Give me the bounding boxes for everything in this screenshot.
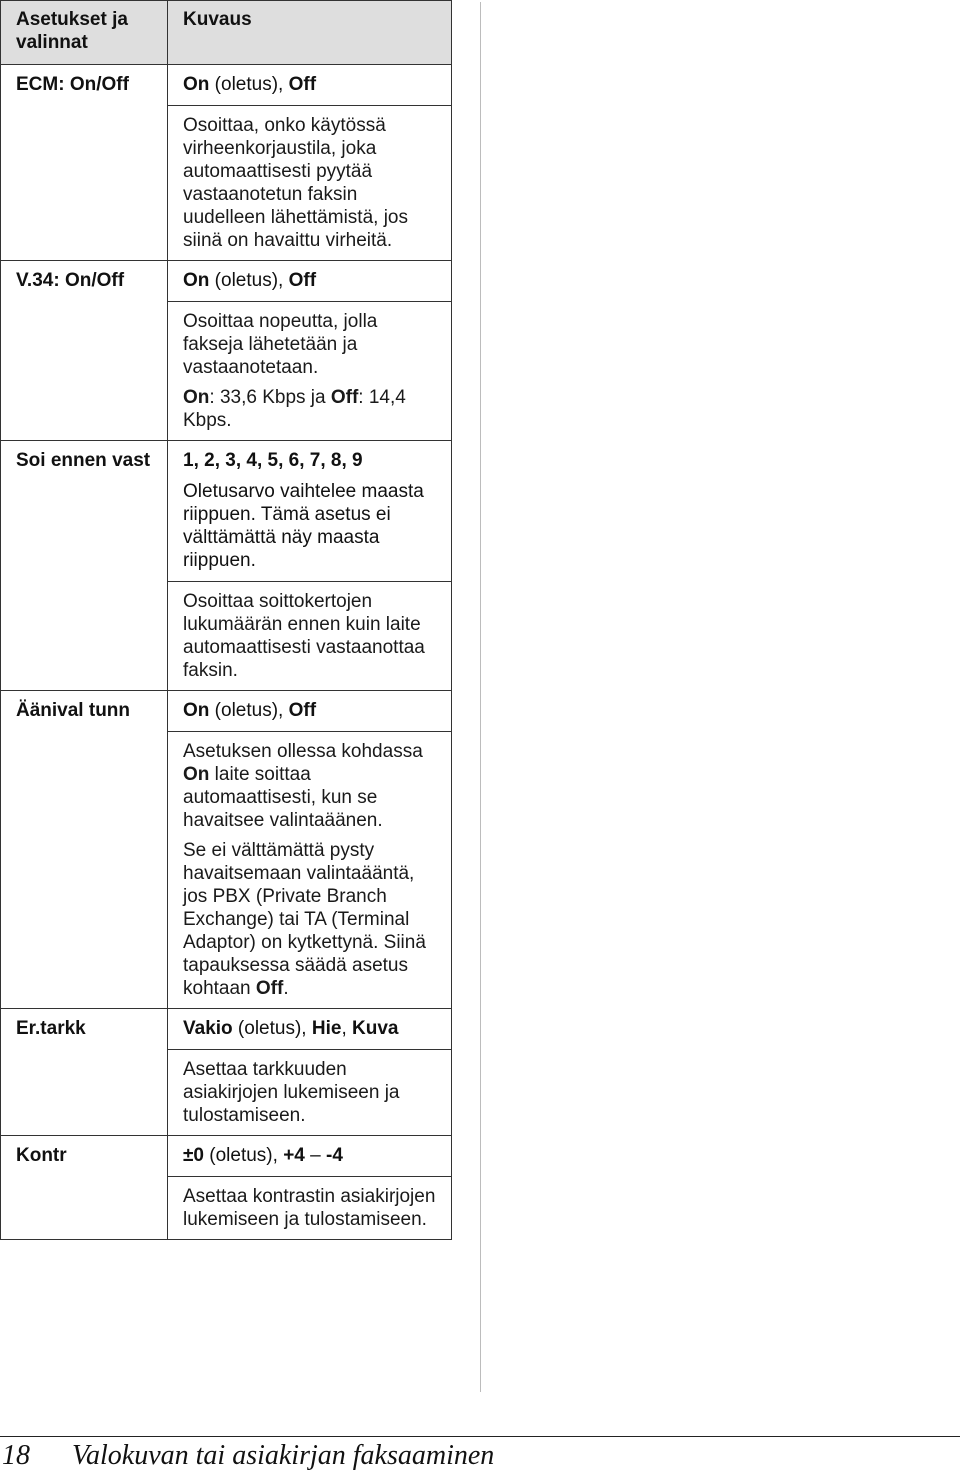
value-option: Off [288, 74, 317, 95]
setting-name: V.34: On/Off [1, 261, 168, 441]
page-number: 18 [2, 1440, 30, 1471]
setting-description [168, 732, 452, 1009]
value-separator: (oletus), [232, 1018, 312, 1039]
setting-name: Äänival tunn [1, 691, 168, 1009]
value-separator: (oletus), [209, 270, 289, 291]
setting-values [168, 261, 452, 302]
value-option: Hie [311, 1018, 342, 1039]
value-option: 1, 2, 3, 4, 5, 6, 7, 8, 9 [183, 450, 363, 471]
setting-values [168, 441, 452, 582]
header-description: Kuvaus [168, 1, 452, 65]
value-option: On [183, 74, 210, 95]
description-paragraph: Osoittaa soittokertojen lukumäärän ennen kuin laite automaattisesti vastaanottaa faksin. [183, 591, 425, 681]
setting-description [168, 106, 452, 261]
table-row [1, 441, 452, 582]
description-paragraph: Asettaa kontrastin asiakirjojen lukemiseen ja tulostamiseen. [183, 1186, 436, 1230]
setting-description [168, 582, 452, 691]
value-option: On [183, 270, 210, 291]
header-settings: Asetukset ja valinnat [1, 1, 168, 65]
value-option: +4 [283, 1145, 305, 1166]
table-row [1, 1136, 452, 1177]
setting-values [168, 1136, 452, 1177]
setting-description [168, 1050, 452, 1136]
setting-description [168, 302, 452, 441]
value-separator: – [304, 1145, 326, 1166]
description-paragraph: Asetuksen ollessa kohdassa On laite soittaa automaattisesti, kun se havaitsee valintaäänen. [183, 741, 423, 831]
setting-values [168, 1009, 452, 1050]
value-option: On [183, 700, 210, 721]
value-option: -4 [326, 1145, 343, 1166]
table-row [1, 261, 452, 302]
description-paragraph: Asettaa tarkkuuden asiakirjojen lukemiseen ja tulostamiseen. [183, 1059, 400, 1126]
setting-values [168, 65, 452, 106]
settings-table [0, 0, 452, 1240]
table-row [1, 1009, 452, 1050]
setting-name: ECM: On/Off [1, 65, 168, 261]
table-header-row [1, 1, 452, 65]
description-paragraph: Osoittaa, onko käytössä virheenkorjaustila, joka automaattisesti pyytää vastaanotetun faksin uudelleen lähettämistä, jos siinä on havaittu virheitä. [183, 115, 408, 251]
value-separator: , [341, 1018, 352, 1039]
description-paragraph: Osoittaa nopeutta, jolla fakseja lähetetään ja vastaanotetaan. [183, 311, 378, 378]
values-note: Oletusarvo vaihtelee maasta riippuen. Tämä asetus ei välttämättä näy maasta riippuen. [183, 481, 424, 571]
table-row [1, 691, 452, 732]
setting-description [168, 1177, 452, 1240]
value-option: Off [288, 270, 317, 291]
footer-divider [0, 1436, 960, 1437]
column-divider [480, 2, 481, 1392]
setting-values [168, 691, 452, 732]
description-paragraph: On: 33,6 Kbps ja Off: 14,4 Kbps. [183, 387, 406, 431]
setting-name: Kontr [1, 1136, 168, 1240]
table-row [1, 65, 452, 106]
description-paragraph: Se ei välttämättä pysty havaitsemaan valintaääntä, jos PBX (Private Branch Exchange) tai TA (Terminal Adaptor) on kytkettynä. Siinä tapauksessa säädä asetus kohtaan Off. [183, 840, 426, 999]
value-option: Off [288, 700, 317, 721]
value-separator: (oletus), [204, 1145, 284, 1166]
footer-title: Valokuvan tai asiakirjan faksaaminen [72, 1440, 495, 1471]
value-option: Kuva [352, 1018, 399, 1039]
value-separator: (oletus), [209, 700, 289, 721]
value-option: Vakio [183, 1018, 233, 1039]
setting-name: Soi ennen vast [1, 441, 168, 691]
value-option: ±0 [183, 1145, 204, 1166]
value-separator: (oletus), [209, 74, 289, 95]
page-footer [0, 1441, 960, 1473]
setting-name: Er.tarkk [1, 1009, 168, 1136]
